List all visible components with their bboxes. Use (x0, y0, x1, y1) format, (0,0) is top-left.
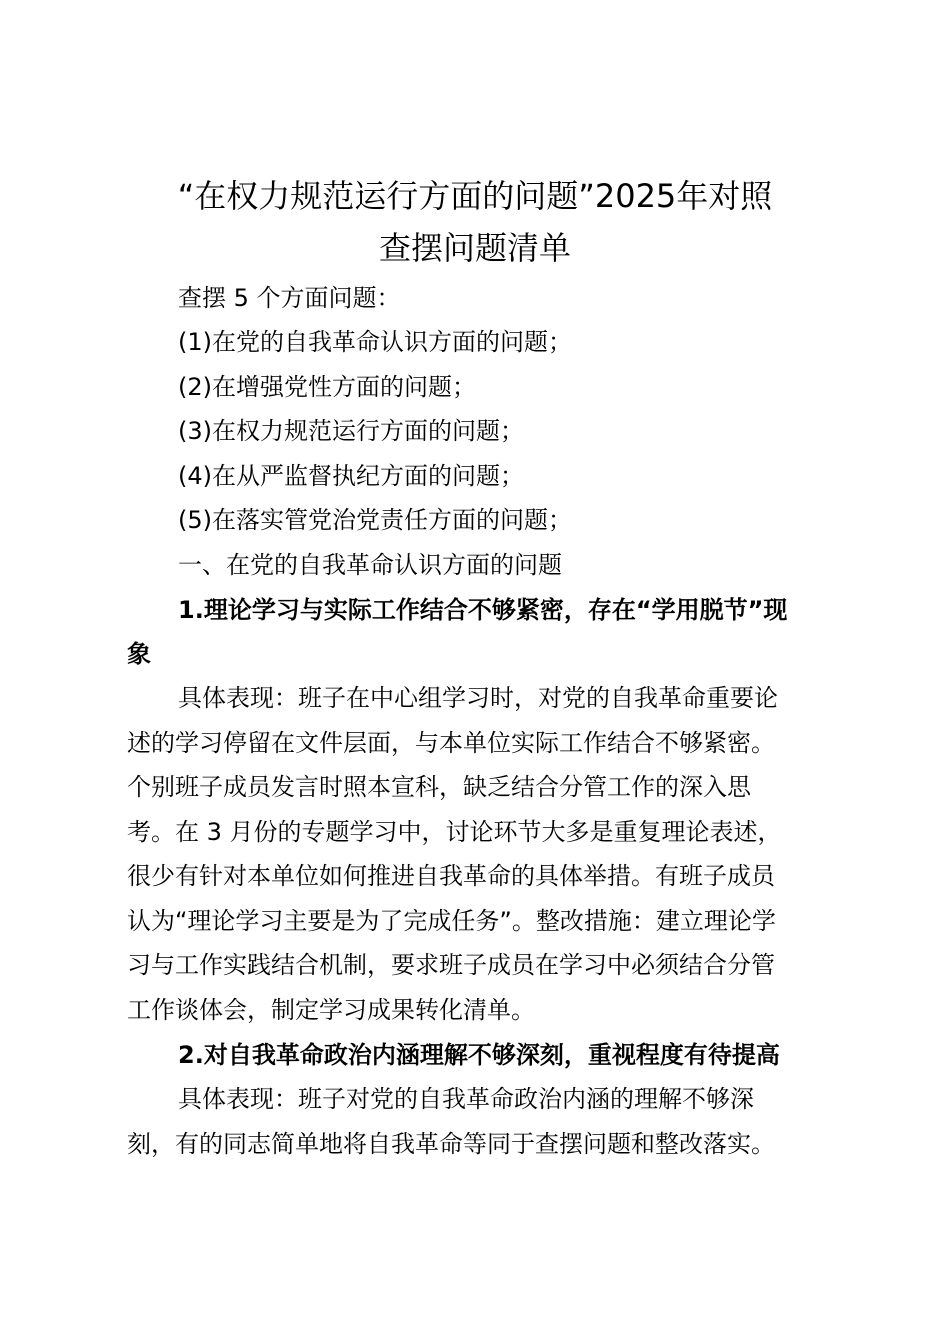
body-line: 刻，有的同志简单地将自我革命等同于查摆问题和整改落实。 (127, 1130, 775, 1158)
body-line: 个别班子成员发言时照本宣科，缺乏结合分管工作的深入思 (127, 773, 751, 801)
body-line: 具体表现：班子在中心组学习时，对党的自我革命重要论 (178, 684, 778, 712)
intro-text: 查摆 5 个方面问题： (178, 284, 401, 312)
body-line: 习与工作实践结合机制，要求班子成员在学习中必须结合分管 (127, 951, 775, 979)
list-item: (3)在权力规范运行方面的问题； (178, 417, 524, 445)
list-item: (1)在党的自我革命认识方面的问题； (178, 328, 572, 356)
body-line: 很少有针对本单位如何推进自我革命的具体举措。有班子成员 (127, 862, 775, 890)
document-title-line-1: “在权力规范运行方面的问题”2025年对照 (177, 177, 773, 215)
document-title-line-2: 查摆问题清单 (378, 229, 571, 267)
body-line: 认为“理论学习主要是为了完成任务”。整改措施：建立理论学 (127, 907, 776, 935)
body-line: 工作谈体会，制定学习成果转化清单。 (127, 996, 535, 1024)
point-heading: 2.对自我革命政治内涵理解不够深刻，重视程度有待提高 (178, 1041, 780, 1069)
list-item: (4)在从严监督执纪方面的问题； (178, 462, 524, 490)
point-heading: 1.理论学习与实际工作结合不够紧密，存在“学用脱节”现 (178, 596, 788, 624)
list-item: (2)在增强党性方面的问题； (178, 373, 476, 401)
section-heading: 一、在党的自我革命认识方面的问题 (178, 551, 562, 579)
body-line: 具体表现：班子对党的自我革命政治内涵的理解不够深 (178, 1085, 754, 1113)
body-line: 考。在 3 月份的专题学习中，讨论环节大多是重复理论表述， (127, 818, 782, 846)
list-item: (5)在落实管党治党责任方面的问题； (178, 506, 572, 534)
point-heading-continuation: 象 (127, 640, 151, 668)
body-line: 述的学习停留在文件层面，与本单位实际工作结合不够紧密。 (127, 729, 775, 757)
